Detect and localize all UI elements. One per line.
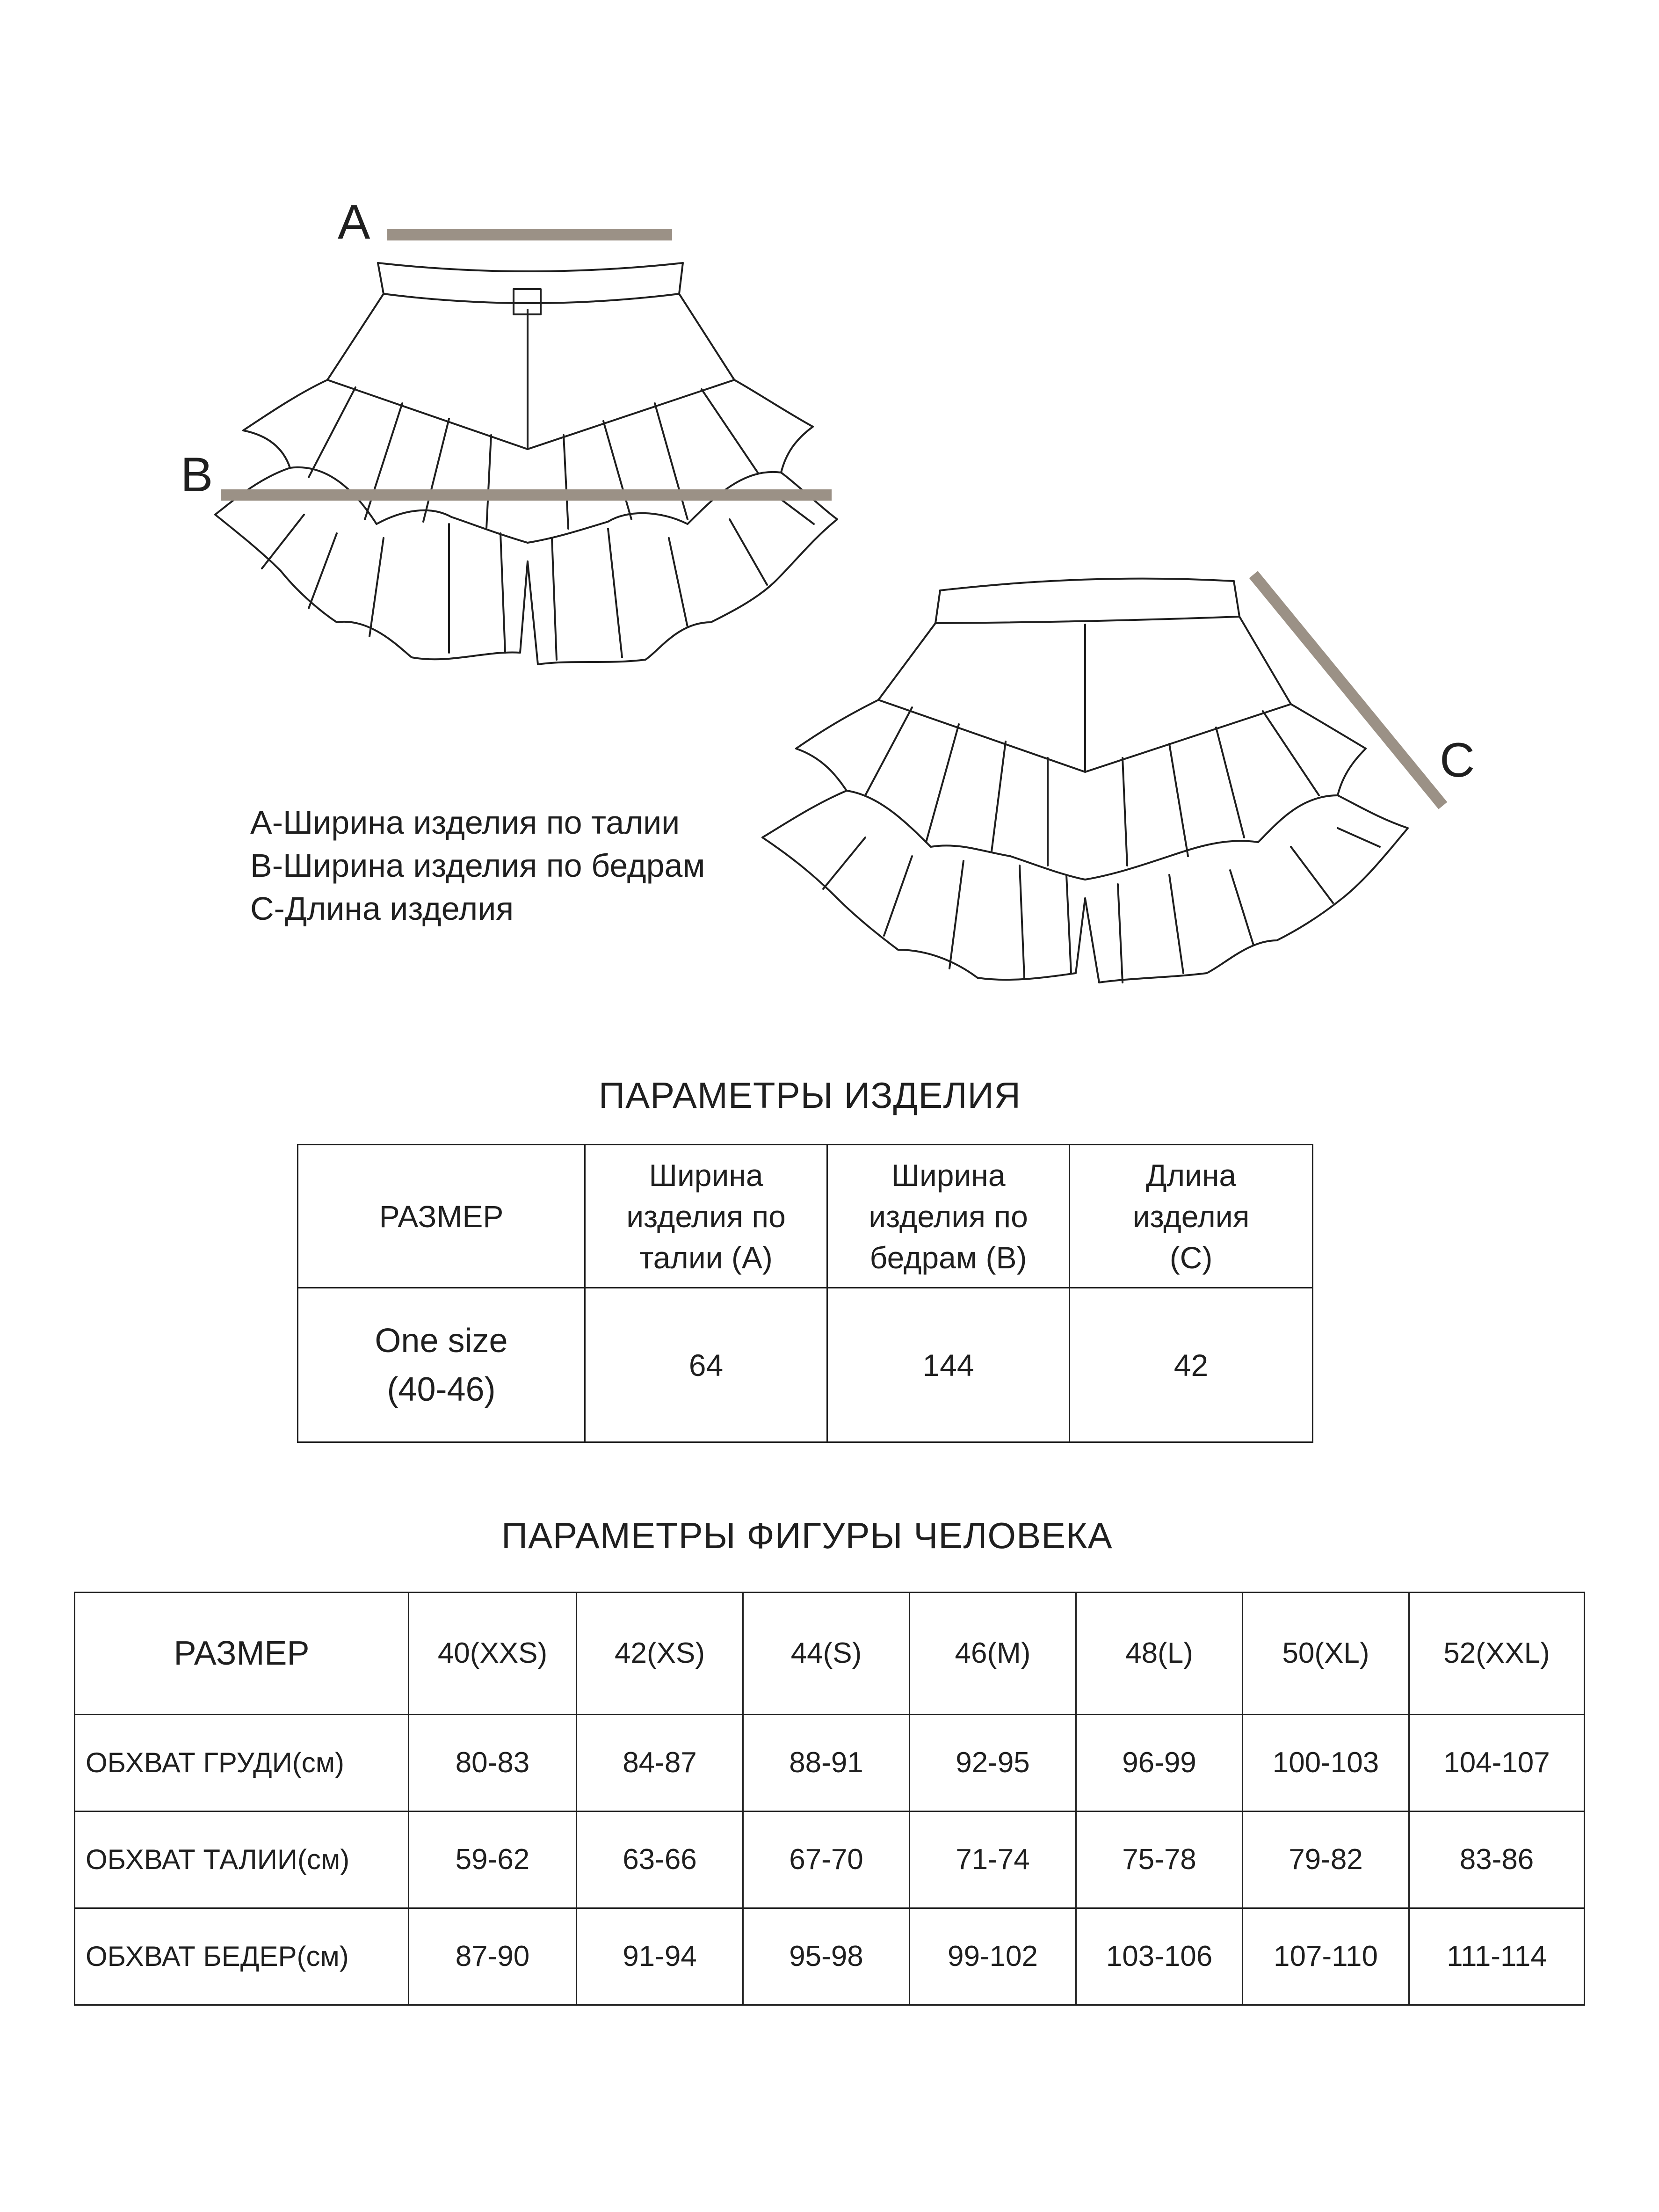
- product-params-title: ПАРАМЕТРЫ ИЗДЕЛИЯ: [599, 1075, 1021, 1116]
- table-cell: 71-74: [910, 1812, 1076, 1908]
- body-size-col: 46(M): [910, 1593, 1076, 1715]
- table-row: [75, 1908, 1585, 2005]
- marker-a-label: A: [338, 195, 370, 249]
- body-params-title: ПАРАМЕТРЫ ФИГУРЫ ЧЕЛОВЕКА: [501, 1515, 1113, 1556]
- legend-a: А-Ширина изделия по талии: [250, 804, 680, 841]
- body-size-col: 42(XS): [577, 1593, 743, 1715]
- body-size-col: 44(S): [743, 1593, 910, 1715]
- table-cell: 79-82: [1243, 1812, 1409, 1908]
- table-cell: 88-91: [743, 1715, 910, 1812]
- table-cell: 95-98: [743, 1908, 910, 2005]
- table-cell: 99-102: [910, 1908, 1076, 2005]
- body-size-col: 40(XXS): [409, 1593, 577, 1715]
- legend-c: С-Длина изделия: [250, 890, 514, 927]
- table-cell: 63-66: [577, 1812, 743, 1908]
- row-label-waist: ОБХВАТ ТАЛИИ(см): [75, 1812, 409, 1908]
- product-params-table: [297, 1144, 1313, 1443]
- front-view-shorts: [215, 263, 837, 664]
- table-cell: 104-107: [1409, 1715, 1585, 1812]
- product-header-waist: Ширина изделия по талии (А): [585, 1145, 827, 1288]
- table-cell: 83-86: [1409, 1812, 1585, 1908]
- product-value-waist: 64: [585, 1288, 827, 1442]
- product-value-length: 42: [1070, 1288, 1313, 1442]
- table-cell: 80-83: [409, 1715, 577, 1812]
- product-size-line1: One size: [375, 1322, 508, 1360]
- product-header-length: Длина изделия (С): [1070, 1145, 1313, 1288]
- body-params-table: [74, 1592, 1585, 2006]
- row-label-hips: ОБХВАТ БЕДЕР(см): [75, 1908, 409, 2005]
- product-value-hips: 144: [827, 1288, 1070, 1442]
- product-header-hips: Ширина изделия по бедрам (В): [827, 1145, 1070, 1288]
- product-header-size: РАЗМЕР: [298, 1145, 585, 1288]
- product-size-line2: (40-46): [387, 1370, 496, 1408]
- marker-b-label: B: [181, 448, 213, 502]
- table-cell: 87-90: [409, 1908, 577, 2005]
- marker-c-label: C: [1440, 733, 1475, 787]
- table-cell: 103-106: [1076, 1908, 1243, 2005]
- table-row: [75, 1812, 1585, 1908]
- table-cell: 107-110: [1243, 1908, 1409, 2005]
- body-size-col: 52(XXL): [1409, 1593, 1585, 1715]
- table-cell: 111-114: [1409, 1908, 1585, 2005]
- product-size-cell: [298, 1288, 585, 1442]
- table-cell: 84-87: [577, 1715, 743, 1812]
- row-label-chest: ОБХВАТ ГРУДИ(см): [75, 1715, 409, 1812]
- table-cell: 75-78: [1076, 1812, 1243, 1908]
- table-cell: 67-70: [743, 1812, 910, 1908]
- table-cell: 92-95: [910, 1715, 1076, 1812]
- table-row: [75, 1715, 1585, 1812]
- body-header-size: РАЗМЕР: [75, 1593, 409, 1715]
- legend-b: В-Ширина изделия по бедрам: [250, 847, 705, 884]
- table-cell: 59-62: [409, 1812, 577, 1908]
- table-cell: 100-103: [1243, 1715, 1409, 1812]
- table-cell: 96-99: [1076, 1715, 1243, 1812]
- table-cell: 91-94: [577, 1908, 743, 2005]
- body-size-col: 48(L): [1076, 1593, 1243, 1715]
- body-size-col: 50(XL): [1243, 1593, 1409, 1715]
- shorts-illustrations: [0, 0, 1659, 1029]
- measurement-legend: [250, 801, 705, 930]
